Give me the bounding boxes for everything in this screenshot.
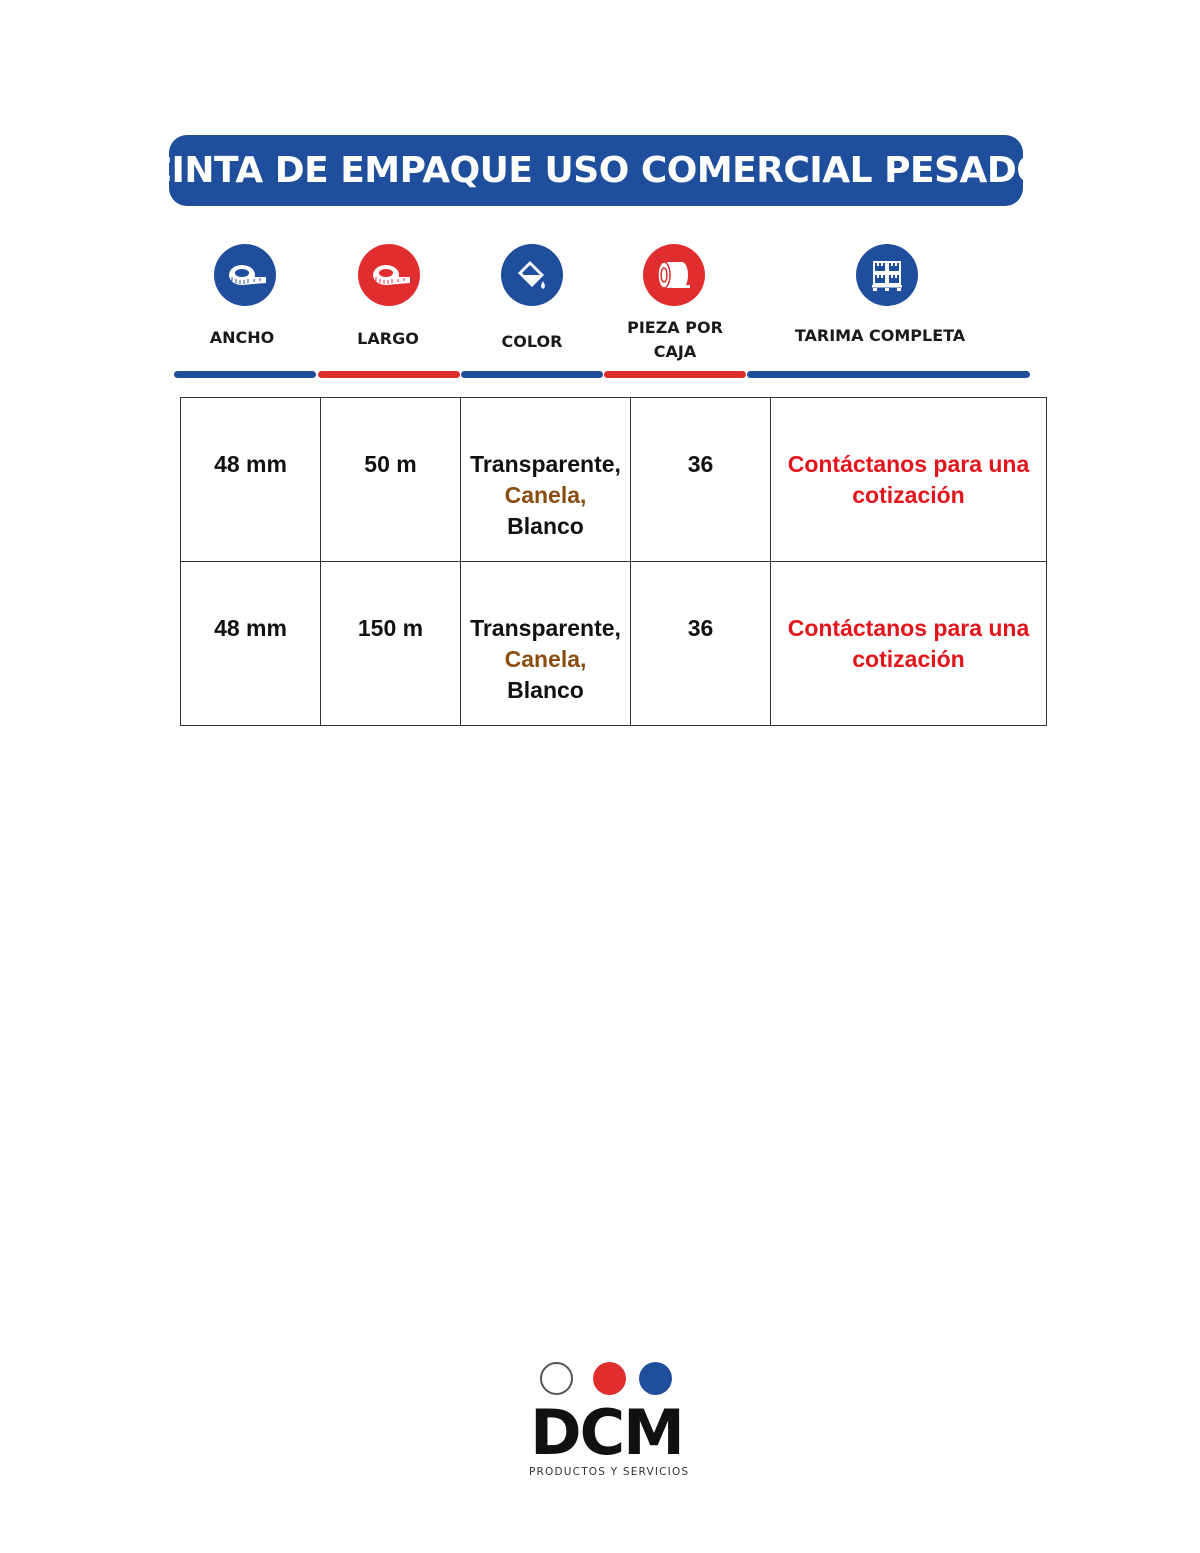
header-color: COLOR xyxy=(501,332,563,351)
table-row xyxy=(181,562,1047,726)
header-bar-pieza xyxy=(604,371,746,378)
header-pieza-line1: PIEZA POR xyxy=(627,318,723,337)
cell-ancho xyxy=(181,562,321,726)
cell-largo xyxy=(321,562,461,726)
contact-line-2: cotización xyxy=(852,646,965,672)
logo-tagline: PRODUCTOS Y SERVICIOS xyxy=(529,1466,690,1478)
color-canela: Canela, xyxy=(504,482,587,508)
paint-bucket-icon xyxy=(501,244,563,306)
pieza-value: 36 xyxy=(687,615,714,641)
contact-line-1: Contáctanos para una xyxy=(787,615,1030,641)
page-title: CINTA DE EMPAQUE USO COMERCIAL PESADO xyxy=(145,150,1047,191)
dcm-logo xyxy=(529,1360,689,1490)
header-tarima: TARIMA COMPLETA xyxy=(794,326,966,345)
header-ancho: ANCHO xyxy=(209,328,275,347)
logo-dot-blue xyxy=(639,1362,672,1395)
contact-line-1: Contáctanos para una xyxy=(787,451,1030,477)
cell-color xyxy=(461,398,631,562)
logo-wordmark: DCM xyxy=(530,1396,683,1469)
cell-tarima xyxy=(771,398,1047,562)
color-canela: Canela, xyxy=(504,646,587,672)
logo-dot-red xyxy=(593,1362,626,1395)
table-row xyxy=(181,398,1047,562)
color-blanco: Blanco xyxy=(507,513,584,539)
pieza-value: 36 xyxy=(687,451,714,477)
header-bar-color xyxy=(461,371,603,378)
cell-color xyxy=(461,562,631,726)
tape-roll-icon xyxy=(643,244,705,306)
ancho-value: 48 mm xyxy=(214,615,287,641)
color-transparente: Transparente, xyxy=(470,451,621,477)
header-largo: LARGO xyxy=(357,329,419,348)
tape-measure-icon xyxy=(358,244,420,306)
header-bar-largo xyxy=(318,371,460,378)
header-bar-ancho xyxy=(174,371,316,378)
cell-tarima xyxy=(771,562,1047,726)
color-blanco: Blanco xyxy=(507,677,584,703)
tape-measure-icon xyxy=(214,244,276,306)
cell-pieza xyxy=(631,562,771,726)
title-banner xyxy=(145,135,1047,206)
logo-dot-white xyxy=(540,1362,573,1395)
pallet-boxes-icon xyxy=(856,244,918,306)
ancho-value: 48 mm xyxy=(214,451,287,477)
cell-largo xyxy=(321,398,461,562)
header-pieza-line2: CAJA xyxy=(653,342,697,361)
header-bar-tarima xyxy=(747,371,1030,378)
spec-table xyxy=(180,397,1047,726)
largo-value: 150 m xyxy=(357,615,424,641)
cell-pieza xyxy=(631,398,771,562)
cell-ancho xyxy=(181,398,321,562)
largo-value: 50 m xyxy=(364,451,417,477)
color-transparente: Transparente, xyxy=(470,615,621,641)
contact-line-2: cotización xyxy=(852,482,965,508)
